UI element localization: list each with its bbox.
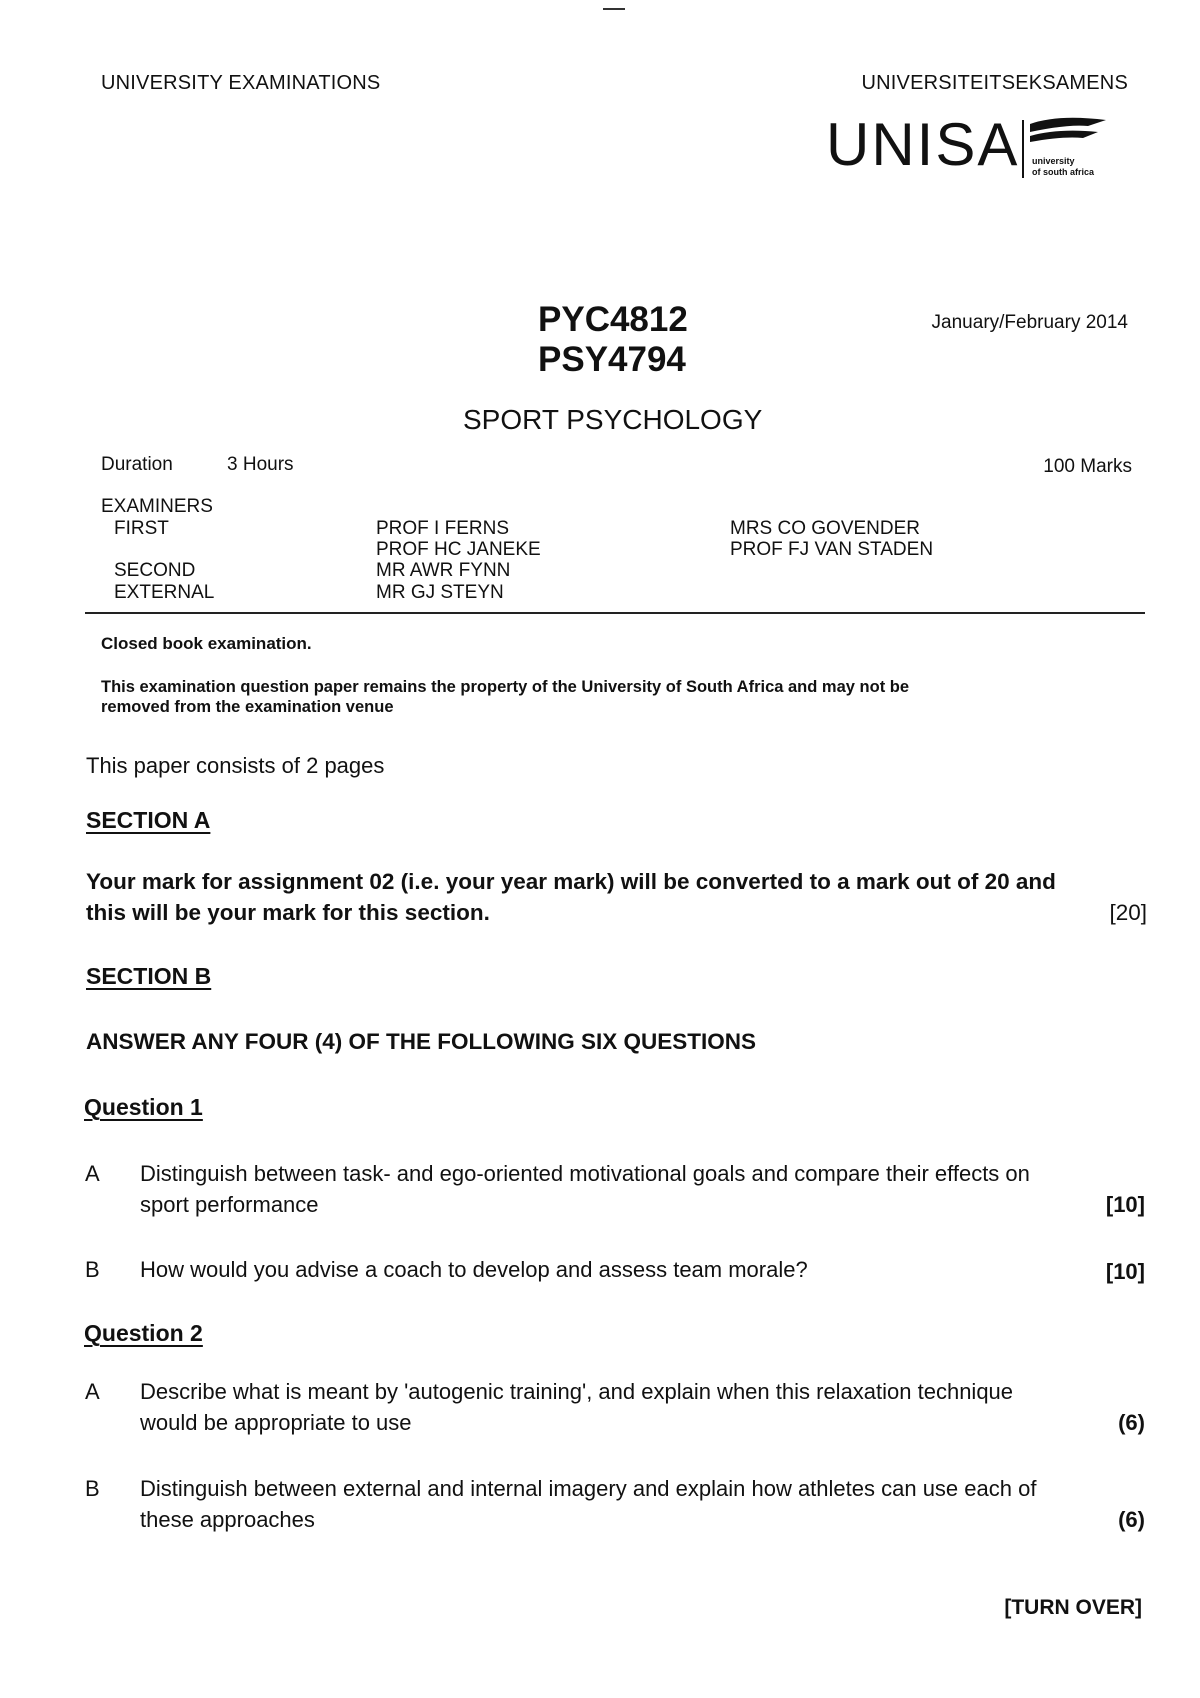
examiner-second-label: SECOND	[114, 560, 196, 581]
part-mark: [10]	[1105, 1192, 1145, 1217]
section-b-instruction: ANSWER ANY FOUR (4) OF THE FOLLOWING SIX QUESTIONS	[86, 1029, 757, 1054]
section-a-mark: [20]	[1109, 900, 1147, 925]
logo-divider	[1022, 120, 1024, 178]
question-part	[85, 1473, 1145, 1535]
part-text-line1: Distinguish between task- and ego-oriented motivational goals and compare their effects on	[140, 1161, 1030, 1186]
header-left: UNIVERSITY EXAMINATIONS	[101, 72, 381, 94]
unisa-logo	[826, 112, 1126, 187]
header-divider	[85, 612, 1145, 614]
part-text-line1: Distinguish between external and internal imagery and explain how athletes can use each of	[140, 1476, 1037, 1501]
part-mark: (6)	[1118, 1410, 1145, 1435]
property-note-line2: removed from the examination venue	[101, 698, 394, 716]
part-text-line1: How would you advise a coach to develop and assess team morale?	[140, 1257, 808, 1282]
part-text-line2: would be appropriate to use	[140, 1410, 412, 1435]
examiner-name: MR AWR FYNN	[376, 560, 511, 581]
exam-title: SPORT PSYCHOLOGY	[463, 404, 763, 435]
part-mark: [10]	[1105, 1259, 1145, 1284]
property-note-line1: This examination question paper remains the property of the University of South Africa and may not be	[101, 678, 910, 696]
part-text-line2: these approaches	[140, 1507, 315, 1532]
closed-book-note: Closed book examination.	[101, 634, 312, 653]
part-letter: B	[85, 1476, 100, 1501]
turn-over: [TURN OVER]	[1004, 1596, 1142, 1619]
question-1-title: Question 1	[84, 1094, 203, 1120]
part-letter: B	[85, 1257, 100, 1282]
logo-wordmark: UNISA	[826, 111, 1020, 178]
part-mark: (6)	[1118, 1507, 1145, 1532]
examiner-name: MR GJ STEYN	[376, 582, 504, 603]
section-a-heading: SECTION A	[86, 807, 211, 833]
question-2-title: Question 2	[84, 1320, 203, 1346]
examiners-heading: EXAMINERS	[101, 496, 213, 517]
examiner-name: PROF I FERNS	[376, 518, 510, 539]
examiner-name: PROF HC JANEKE	[376, 539, 541, 560]
part-letter: A	[85, 1379, 100, 1404]
duration-value: 3 Hours	[227, 454, 294, 475]
duration-label: Duration	[101, 454, 173, 475]
section-a-line2: this will be your mark for this section.	[86, 900, 490, 925]
part-text-line2: sport performance	[140, 1192, 319, 1217]
question-part	[85, 1254, 1145, 1285]
section-b-heading: SECTION B	[86, 963, 212, 989]
logo-subtext-1: university	[1032, 156, 1075, 166]
course-code-1: PYC4812	[538, 300, 688, 339]
pages-note: This paper consists of 2 pages	[86, 753, 385, 778]
logo-subtext-2: of south africa	[1032, 167, 1095, 177]
part-text-line1: Describe what is meant by 'autogenic training', and explain when this relaxation technique	[140, 1379, 1014, 1404]
logo-flag-icon	[1028, 114, 1108, 154]
question-part	[85, 1376, 1145, 1438]
examiner-first-label: FIRST	[114, 518, 169, 539]
part-letter: A	[85, 1161, 100, 1186]
section-a-line1: Your mark for assignment 02 (i.e. your year mark) will be converted to a mark out of 20 and	[86, 869, 1056, 894]
total-marks: 100 Marks	[1043, 456, 1132, 477]
examiner-external-label: EXTERNAL	[114, 582, 215, 603]
section-a-text	[86, 866, 1147, 928]
course-code-2: PSY4794	[538, 340, 686, 379]
examiner-name: PROF FJ VAN STADEN	[730, 539, 934, 560]
header-right: UNIVERSITEITSEKSAMENS	[861, 72, 1128, 94]
question-part	[85, 1158, 1145, 1220]
examiner-name: MRS CO GOVENDER	[730, 518, 921, 539]
scan-dash	[603, 8, 625, 10]
exam-date: January/February 2014	[931, 312, 1128, 333]
